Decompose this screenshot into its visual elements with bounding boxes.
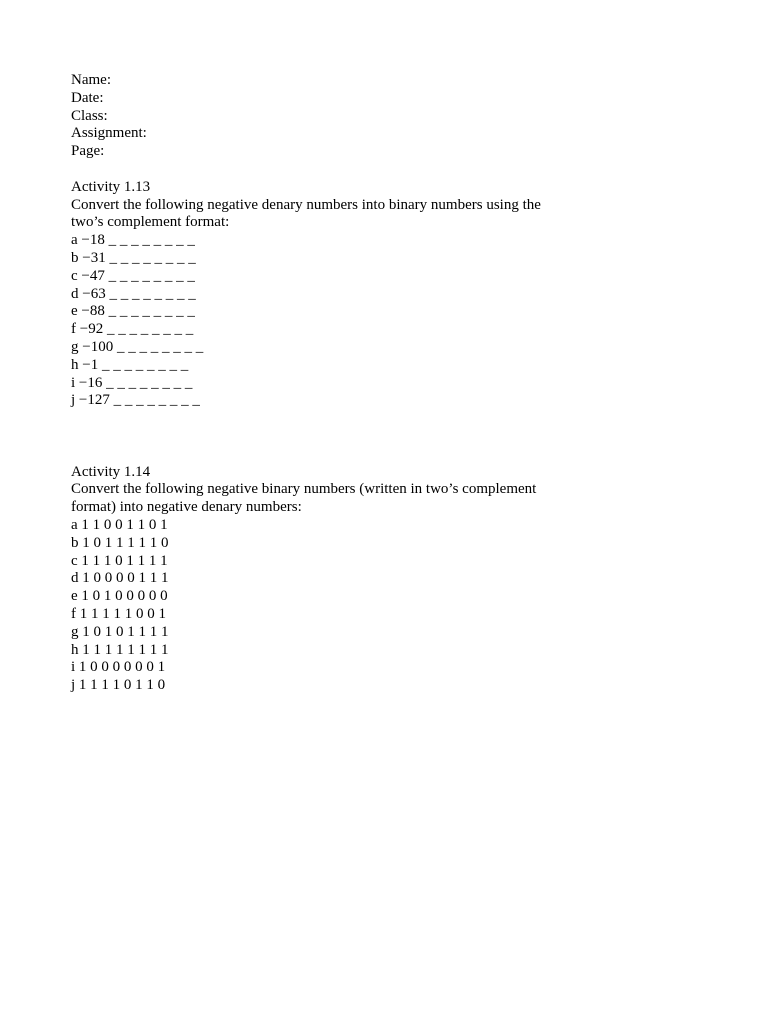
list-item: g 1 0 1 0 1 1 1 1 — [71, 623, 169, 640]
list-item: a 1 1 0 0 1 1 0 1 — [71, 516, 168, 533]
name-label: Name: — [71, 72, 111, 88]
list-item: j −127 _ _ _ _ _ _ _ _ — [71, 392, 200, 409]
list-item: g −100 _ _ _ _ _ _ _ _ — [71, 338, 204, 355]
header-block — [71, 72, 551, 161]
list-item: f −92 _ _ _ _ _ _ _ _ — [71, 321, 194, 338]
list-item: i 1 0 0 0 0 0 0 1 — [71, 659, 166, 676]
list-item: i −16 _ _ _ _ _ _ _ _ — [71, 374, 193, 391]
list-item: a −18 _ _ _ _ _ _ _ _ — [71, 232, 195, 249]
list-item: b −31 _ _ _ _ _ _ _ _ — [71, 249, 196, 266]
activity-1-14-section — [71, 464, 551, 695]
assignment-label: Assignment: — [71, 125, 147, 142]
spacer — [71, 161, 551, 179]
activity-1-13-instruction: Convert the following negative denary numbers into binary numbers using the two’s complement format: — [71, 196, 545, 231]
activity-1-13-title: Activity 1.13 — [71, 178, 151, 195]
list-item: j 1 1 1 1 0 1 1 0 — [71, 677, 166, 694]
list-item: d 1 0 0 0 0 1 1 1 — [71, 570, 169, 587]
list-item: c 1 1 1 0 1 1 1 1 — [71, 552, 168, 569]
list-item: c −47 _ _ _ _ _ _ _ _ — [71, 267, 195, 284]
worksheet-page — [71, 72, 551, 695]
list-item: h −1 _ _ _ _ _ _ _ _ — [71, 356, 189, 373]
list-item: h 1 1 1 1 1 1 1 1 — [71, 641, 169, 658]
list-item: f 1 1 1 1 1 0 0 1 — [71, 605, 166, 622]
spacer — [71, 410, 551, 463]
list-item: d −63 _ _ _ _ _ _ _ _ — [71, 285, 196, 302]
list-item: e −88 _ _ _ _ _ _ _ _ — [71, 303, 195, 320]
activity-1-14-title: Activity 1.14 — [71, 463, 151, 480]
class-label: Class: — [71, 107, 108, 124]
list-item: e 1 0 1 0 0 0 0 0 — [71, 588, 168, 605]
activity-1-13-section — [71, 179, 551, 410]
list-item: b 1 0 1 1 1 1 1 0 — [71, 534, 169, 551]
activity-1-14-instruction: Convert the following negative binary numbers (written in two’s complement format) into negative denary numbers: — [71, 481, 541, 516]
page-label: Page: — [71, 143, 105, 160]
date-label: Date: — [71, 89, 104, 106]
